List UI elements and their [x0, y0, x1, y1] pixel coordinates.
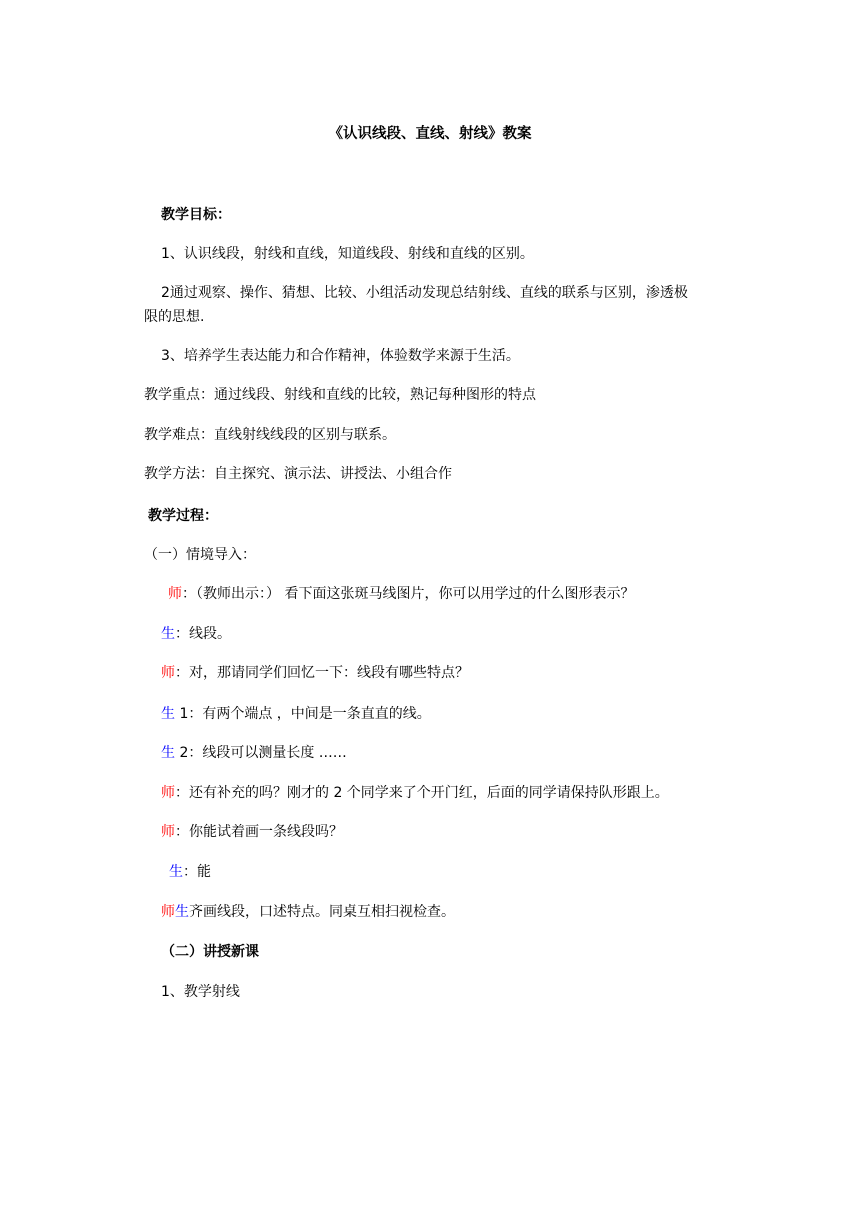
student-label: 生: [169, 864, 183, 880]
dialogue-text: ：能: [183, 864, 211, 880]
objective-1: 1、认识线段，射线和直线，知道线段、射线和直线的区别。: [161, 246, 534, 262]
section-2-heading: （二）讲授新课: [161, 944, 259, 960]
dialogue-line-5: [161, 743, 347, 763]
dialogue-line-7: [161, 822, 343, 842]
section-1-heading: （一）情境导入：: [144, 547, 256, 563]
difficulty: 教学难点：直线射线线段的区别与联系。: [144, 427, 396, 443]
dialogue-text: ：线段。: [175, 626, 231, 642]
process-heading: 教学过程：: [148, 508, 218, 524]
document-title: 《认识线段、直线、射线》教案: [328, 126, 532, 142]
key-point: 教学重点：通过线段、射线和直线的比较，熟记每种图形的特点: [144, 387, 536, 403]
teaching-method: 教学方法：自主探究、演示法、讲授法、小组合作: [144, 466, 452, 482]
student-label: 生: [161, 626, 175, 642]
teacher-label: 师: [168, 586, 182, 602]
student-label: 生: [175, 904, 189, 920]
objective-2-line1: 2通过观察、操作、猜想、比较、小组活动发现总结射线、直线的联系与区别，渗透极: [161, 285, 688, 301]
dialogue-line-6: [161, 783, 669, 803]
closing-line: [161, 902, 455, 922]
teacher-label: 师: [161, 904, 175, 920]
objectives-heading: 教学目标：: [161, 207, 231, 223]
dialogue-line-4: [161, 704, 431, 724]
dialogue-text: 2：线段可以测量长度 ……: [175, 745, 347, 761]
teacher-label: 师: [161, 665, 175, 681]
objective-2-line2: 限的思想.: [144, 309, 205, 325]
closing-text: 齐画线段，口述特点。同桌互相扫视检查。: [189, 904, 455, 920]
subsection-1-heading: 1、教学射线: [161, 984, 240, 1000]
dialogue-line-8: [169, 862, 211, 882]
dialogue-text: ：（教师出示：） 看下面这张斑马线图片，你可以用学过的什么图形表示？: [182, 586, 635, 602]
objective-3: 3、培养学生表达能力和合作精神，体验数学来源于生活。: [161, 348, 520, 364]
dialogue-line-2: [161, 624, 231, 644]
student-label: 生: [161, 706, 175, 722]
dialogue-text: ：还有补充的吗？刚才的 2 个同学来了个开门红，后面的同学请保持队形跟上。: [175, 785, 669, 801]
dialogue-line-1: [168, 584, 634, 604]
teacher-label: 师: [161, 824, 175, 840]
student-label: 生: [161, 745, 175, 761]
dialogue-line-3: [161, 663, 469, 683]
teacher-label: 师: [161, 785, 175, 801]
dialogue-text: ：你能试着画一条线段吗？: [175, 824, 343, 840]
dialogue-text: 1：有两个端点 ，中间是一条直直的线。: [175, 706, 431, 722]
dialogue-text: ：对，那请同学们回忆一下：线段有哪些特点？: [175, 665, 469, 681]
